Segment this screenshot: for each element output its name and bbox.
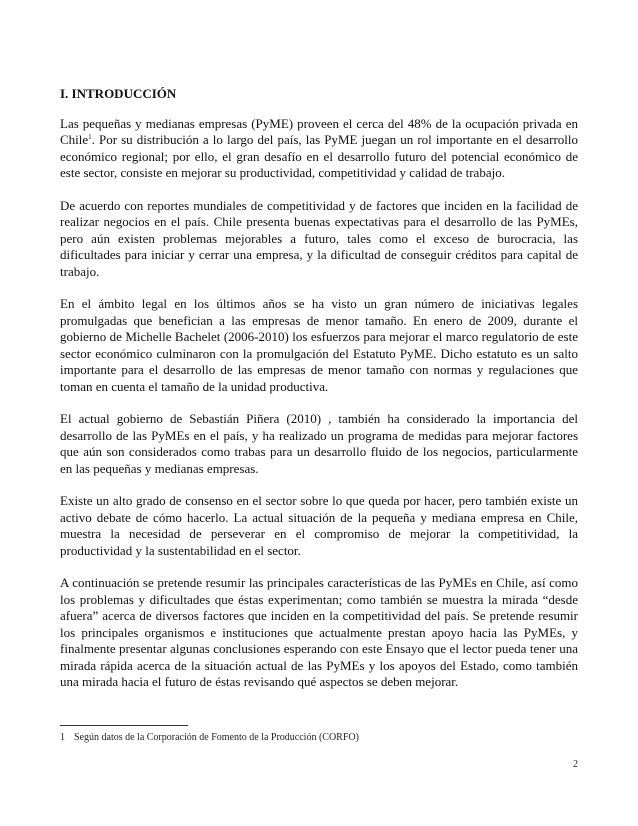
footnote [60, 731, 578, 744]
paragraph-6: A continuación se pretende resumir las principales características de las PyMEs en Chile, así como los problemas y dificultades que éstas experimentan; como también se muestra la mirada “desde afuera” acerca de diversos factores que inciden en la competitividad del país. Se pretende resumir los principales organismos e instituciones que actualmente prestan apoyo hacia las PyMEs, y finalmente presentar algunas conclusiones esperando con este Ensayo que el lector pueda tener una mirada rápida acerca de la situación actual de las PyMEs y los apoyos del Estado, como también una mirada hacia el futuro de éstas revisando qué aspectos se deben mejorar. [60, 575, 578, 689]
paragraph-1 [60, 116, 578, 182]
footnote-text: Según datos de la Corporación de Fomento de la Producción (CORFO) [74, 732, 359, 743]
section-heading: I. INTRODUCCIÓN [60, 86, 177, 101]
paragraph-1-text: Las pequeñas y medianas empresas (PyME) proveen el cerca del 48% de la ocupación privada en Chile [60, 115, 578, 147]
paragraph-2: De acuerdo con reportes mundiales de competitividad y de factores que inciden en la facilidad de realizar negocios en el país. Chile presenta buenas expectativas para el desarrollo de las PyMEs, pero aún existen problemas mejorables a futuro, tales como el exceso de burocracia, las dificultades para iniciar y cerrar una empresa, y la dificultad de conseguir créditos para capital de trabajo. [60, 197, 578, 279]
document-body [60, 86, 578, 707]
footnote-reference[interactable]: 1 [88, 133, 92, 141]
paragraph-4: El actual gobierno de Sebastián Piñera (2010) , también ha considerado la importancia del desarrollo de las PyMEs en el país, y ha realizado un programa de medidas para mejorar factores que aún son considerados como trabas para un desarrollo fluido de los negocios, particularmente en las pequeñas y medianas empresas. [60, 411, 578, 476]
footnote-separator [60, 725, 188, 726]
page-number: 2 [573, 759, 578, 770]
paragraph-3: En el ámbito legal en los últimos años se ha visto un gran número de iniciativas legales promulgadas que benefician a las empresas de menor tamaño. En enero de 2009, durante el gobierno de Michelle Bachelet (2006-2010) los esfuerzos para mejorar el marco regulatorio de este sector económico culminaron con la promulgación del Estatuto PyME. Dicho estatuto es un salto importante para el desarrollo de las empresas de menor tamaño con normas y regulaciones que toman en cuenta el tamaño de la unidad productiva. [60, 296, 578, 394]
paragraph-5: Existe un alto grado de consenso en el sector sobre lo que queda por hacer, pero también existe un activo debate de cómo hacerlo. La actual situación de la pequeña y mediana empresa en Chile, muestra la necesidad de perseverar en el compromiso de mejorar la competitividad, la productividad y la sustentabilidad en el sector. [60, 493, 578, 558]
footnote-number: 1 [60, 732, 65, 743]
paragraph-1-text-continued: . Por su distribución a lo largo del país, las PyME juegan un rol importante en el desarrollo económico regional; por ello, el gran desafío en el desarrollo futuro del potencial económico de este sector, consiste en mejorar su productividad, competitividad y calidad de trabajo. [60, 132, 578, 180]
